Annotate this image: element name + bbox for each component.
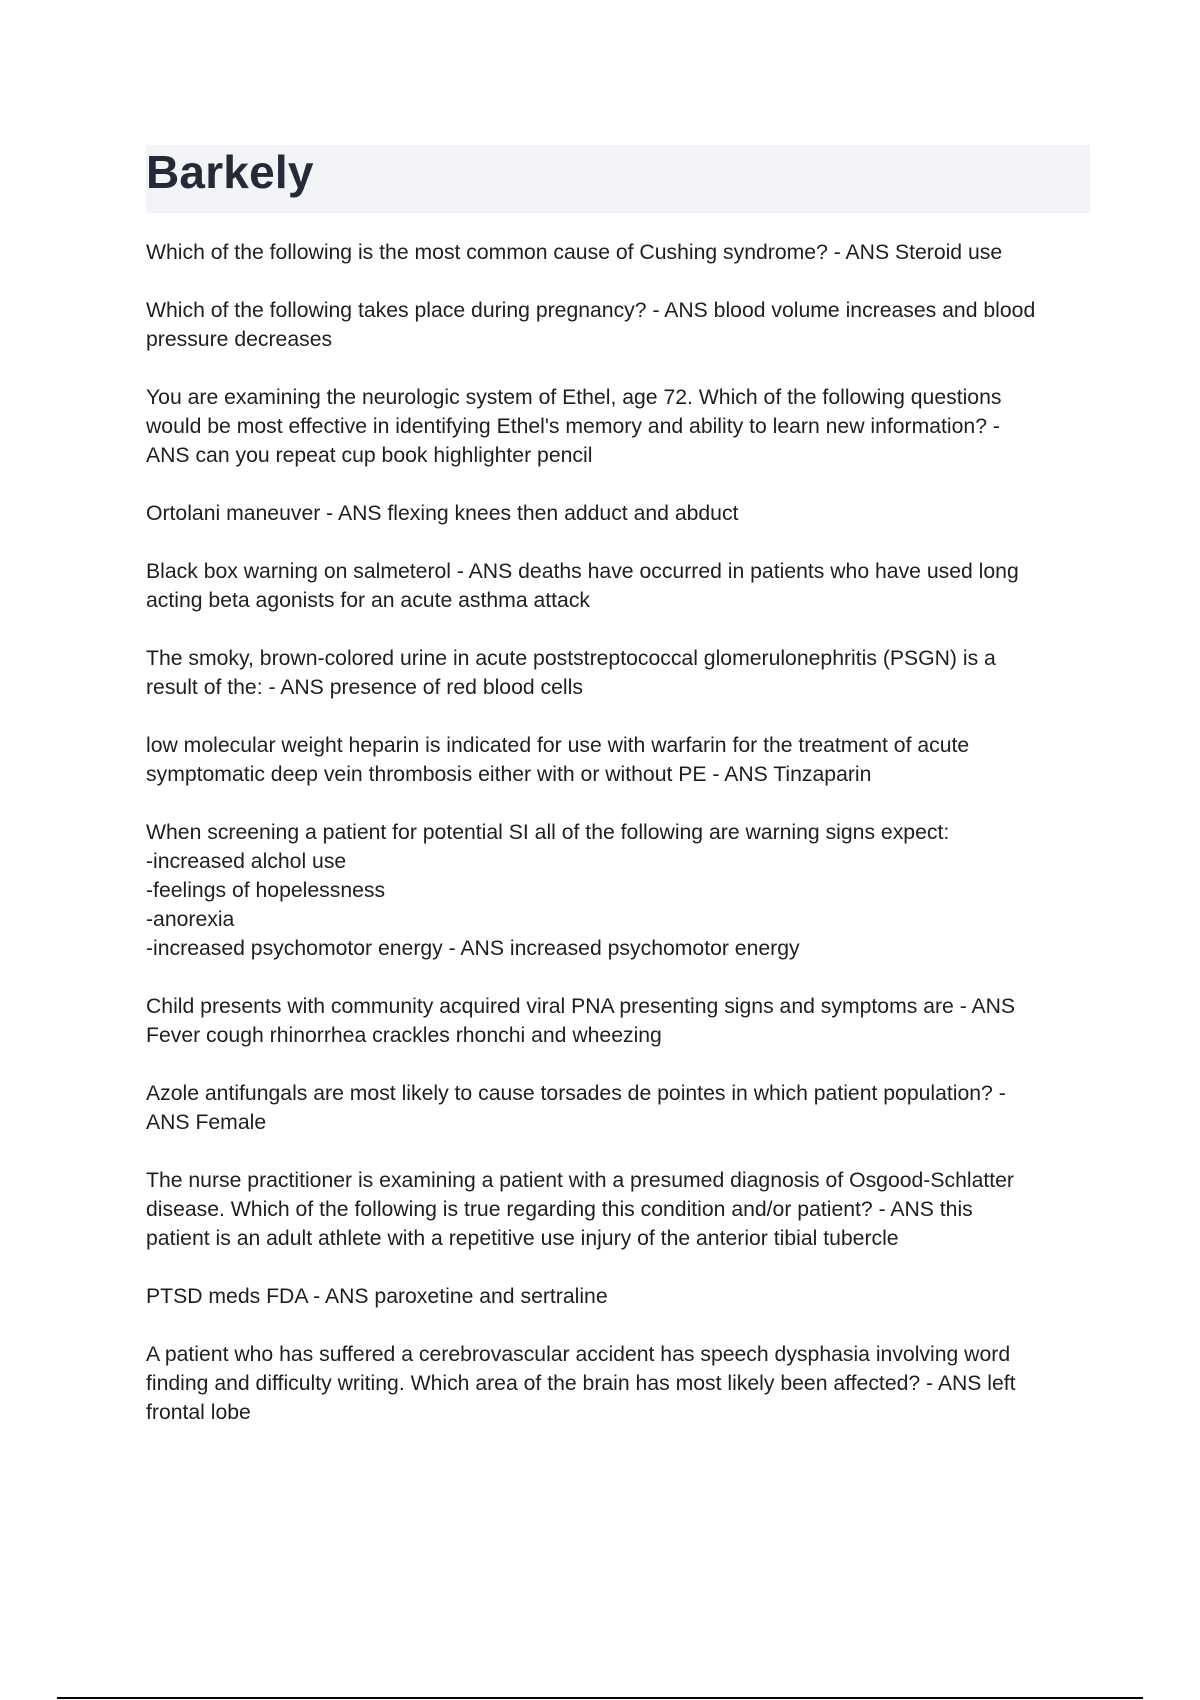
qa-item-pregnancy: Which of the following takes place during pregnancy? - ANS blood volume increases and blood pressure decreases xyxy=(146,299,1036,351)
qa-item-neurologic-memory: You are examining the neurologic system of Ethel, age 72. Which of the following questions would be most effective in identifying Ethel's memory and ability to learn new information? - ANS can you repeat cup book highlighter pencil xyxy=(146,386,1002,467)
qa-item-ortolani: Ortolani maneuver - ANS flexing knees then adduct and abduct xyxy=(146,502,739,525)
qa-list xyxy=(146,238,1096,1456)
qa-item-ptsd-meds: PTSD meds FDA - ANS paroxetine and sertraline xyxy=(146,1285,608,1308)
qa-item-lmwh: low molecular weight heparin is indicated for use with warfarin for the treatment of acute symptomatic deep vein thrombosis either with or without PE - ANS Tinzaparin xyxy=(146,734,970,786)
qa-item-salmeterol: Black box warning on salmeterol - ANS deaths have occurred in patients who have used long acting beta agonists for an acute asthma attack xyxy=(146,560,1019,612)
qa-item-azole: Azole antifungals are most likely to cause torsades de pointes in which patient population? - ANS Female xyxy=(146,1082,1006,1134)
qa-item-osgood-schlatter: The nurse practitioner is examining a patient with a presumed diagnosis of Osgood-Schlatter disease. Which of the following is true regarding this condition and/or patient? - ANS this patient is an adult athlete with a repetitive use injury of the anterior tibial tubercle xyxy=(146,1169,1014,1250)
qa-item-cushing: Which of the following is the most common cause of Cushing syndrome? - ANS Steroid use xyxy=(146,241,1003,264)
page-title: Barkely xyxy=(146,146,314,198)
qa-item-viral-pna: Child presents with community acquired viral PNA presenting signs and symptoms are - ANS Fever cough rhinorrhea crackles rhonchi and wheezing xyxy=(146,995,1016,1047)
qa-item-psgn: The smoky, brown-colored urine in acute poststreptococcal glomerulonephritis (PSGN) is a result of the: - ANS presence of red blood cells xyxy=(146,647,996,699)
footer-divider xyxy=(57,1697,1143,1699)
qa-item-si-screening: When screening a patient for potential SI all of the following are warning signs expect: -increased alchol use -feelings of hopelessness -anorexia -increased psychomotor energy - ANS increased psychomotor energy xyxy=(146,821,950,960)
qa-item-cva-dysphasia: A patient who has suffered a cerebrovascular accident has speech dysphasia involving word finding and difficulty writing. Which area of the brain has most likely been affected? - ANS left frontal lobe xyxy=(146,1343,1016,1424)
